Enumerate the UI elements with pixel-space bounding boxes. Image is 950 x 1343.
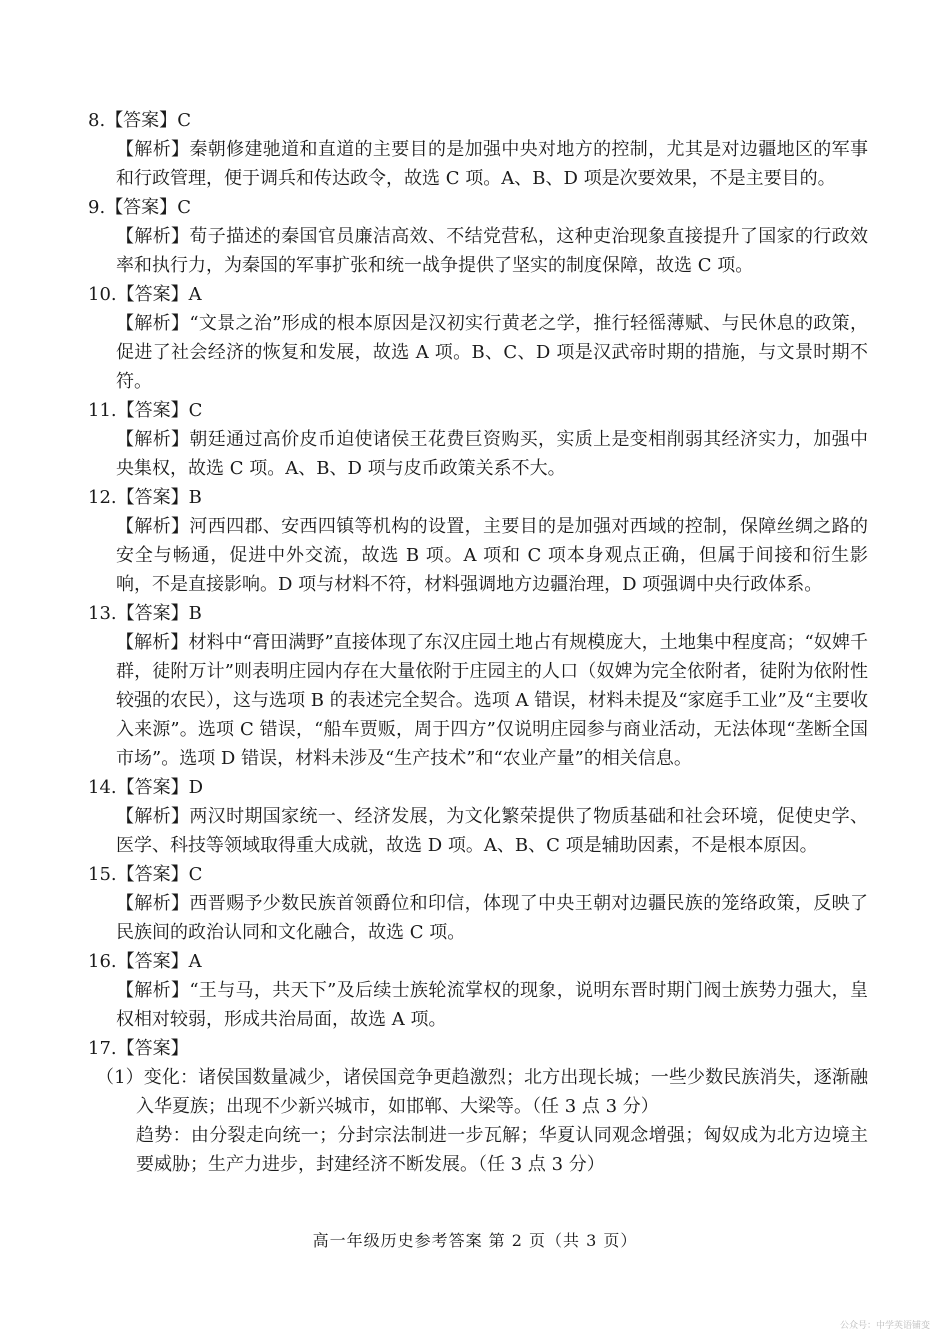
explanation xyxy=(116,976,868,1034)
answer-value: B xyxy=(188,603,202,624)
answer-value: B xyxy=(188,487,202,508)
question-13 xyxy=(88,599,868,773)
explanation xyxy=(116,135,868,193)
question-17 xyxy=(88,1034,868,1179)
explanation-text: 材料中“膏田满野”直接体现了东汉庄园土地占有规模庞大，土地集中程度高；“奴婢千群，徒附万计”则表明庄园内存在大量依附于庄园主的人口（奴婢为完全依附者，徒附为依附性较强的农民），这与选项 B 的表述完全契合。选项 A 错误，材料未提及“家庭手工业”及“主要收入来源”。选项 C 错误，“船车贾贩，周于四方”仅说明庄园参与商业活动，无法体现“垄断全国市场”。选项 D 错误，材料未涉及“生产技术”和“农业产量”的相关信息。 xyxy=(116,632,869,769)
explanation-label: 【解析】 xyxy=(116,980,190,1001)
question-9 xyxy=(88,193,868,280)
answer-label: 【答案】 xyxy=(116,284,189,305)
trend-paragraph xyxy=(96,1121,868,1179)
answer-line xyxy=(88,947,868,976)
answer-line xyxy=(88,483,868,512)
explanation xyxy=(116,802,868,860)
explanation-label: 【解析】 xyxy=(116,313,190,334)
explanation-label: 【解析】 xyxy=(116,139,190,160)
question-number: 17. xyxy=(88,1038,117,1059)
question-14 xyxy=(88,773,868,860)
explanation-label: 【解析】 xyxy=(116,516,190,537)
explanation xyxy=(116,222,868,280)
answer-value: C xyxy=(177,197,191,218)
answer-label: 【答案】 xyxy=(116,603,189,624)
question-number: 15. xyxy=(88,864,117,885)
explanation-text: 河西四郡、安西四镇等机构的设置，主要目的是加强对西域的控制，保障丝绸之路的安全与畅通，促进中外交流，故选 B 项。A 项和 C 项本身观点正确，但属于间接和衍生影响，不是直接影响。D 项与材料不符，材料强调地方边疆治理，D 项强调中央行政体系。 xyxy=(116,516,869,595)
question-10 xyxy=(88,280,868,396)
answer-label: 【答案】 xyxy=(105,110,178,131)
explanation xyxy=(116,889,868,947)
answer-label: 【答案】 xyxy=(105,197,178,218)
answer-line xyxy=(88,193,868,222)
watermark: 公众号：中学英语铺变 xyxy=(839,1321,930,1331)
change-text: 变化：诸侯国数量减少，诸侯国竞争更趋激烈；北方出现长城；一些少数民族消失，逐渐融入华夏族；出现不少新兴城市，如邯郸、大梁等。（任 3 点 3 分） xyxy=(136,1067,868,1117)
explanation-text: 秦朝修建驰道和直道的主要目的是加强中央对地方的控制，尤其是对边疆地区的军事和行政管理，便于调兵和传达政令，故选 C 项。A、B、D 项是次要效果，不是主要目的。 xyxy=(116,139,869,189)
answer-value: C xyxy=(188,864,203,885)
question-number: 10. xyxy=(88,284,117,305)
change-paragraph xyxy=(96,1063,868,1121)
answer-line xyxy=(88,1034,868,1063)
question-12 xyxy=(88,483,868,599)
sub-answer-1 xyxy=(96,1063,868,1179)
answer-label: 【答案】 xyxy=(116,1038,189,1059)
question-number: 12. xyxy=(88,487,117,508)
explanation-text: 两汉时期国家统一、经济发展，为文化繁荣提供了物质基础和社会环境，促使史学、医学、科技等领域取得重大成就，故选 D 项。A、B、C 项是辅助因素，不是根本原因。 xyxy=(116,806,869,856)
question-number: 8. xyxy=(88,110,106,131)
answer-line xyxy=(88,860,868,889)
answer-line xyxy=(88,106,868,135)
explanation-text: 荀子描述的秦国官员廉洁高效、不结党营私，这种吏治现象直接提升了国家的行政效率和执行力，为秦国的军事扩张和统一战争提供了坚实的制度保障，故选 C 项。 xyxy=(116,226,869,276)
answer-label: 【答案】 xyxy=(116,864,189,885)
answer-value: A xyxy=(188,951,202,972)
trend-text: 趋势：由分裂走向统一；分封宗法制进一步瓦解；华夏认同观念增强；匈奴成为北方边境主要威胁；生产力进步，封建经济不断发展。（任 3 点 3 分） xyxy=(136,1125,868,1175)
answer-value: A xyxy=(188,284,202,305)
page-footer: 高一年级历史参考答案 第 2 页（共 3 页） xyxy=(312,1231,638,1250)
answer-value: C xyxy=(188,400,203,421)
explanation-text: 西晋赐予少数民族首领爵位和印信，体现了中央王朝对边疆民族的笼络政策，反映了民族间的政治认同和文化融合，故选 C 项。 xyxy=(116,893,869,943)
answer-label: 【答案】 xyxy=(116,777,189,798)
explanation-label: 【解析】 xyxy=(116,893,190,914)
answer-label: 【答案】 xyxy=(116,487,189,508)
explanation-label: 【解析】 xyxy=(116,226,190,247)
explanation xyxy=(116,425,868,483)
question-8 xyxy=(88,106,868,193)
question-16 xyxy=(88,947,868,1034)
answer-line xyxy=(88,396,868,425)
answer-label: 【答案】 xyxy=(116,400,189,421)
question-11 xyxy=(88,396,868,483)
answer-line xyxy=(88,599,868,628)
answer-label: 【答案】 xyxy=(116,951,189,972)
explanation xyxy=(116,628,868,773)
question-15 xyxy=(88,860,868,947)
question-number: 11. xyxy=(88,400,117,421)
answer-content xyxy=(88,106,868,1179)
answer-line xyxy=(88,280,868,309)
explanation-text: 朝廷通过高价皮币迫使诸侯王花费巨资购买，实质上是变相削弱其经济实力，加强中央集权，故选 C 项。A、B、D 项与皮币政策关系不大。 xyxy=(116,429,869,479)
answer-value: C xyxy=(177,110,191,131)
explanation-text: “王与马，共天下”及后续士族轮流掌权的现象，说明东晋时期门阀士族势力强大，皇权相对较弱，形成共治局面，故选 A 项。 xyxy=(116,980,868,1030)
sub-number: （1） xyxy=(96,1067,144,1088)
question-number: 13. xyxy=(88,603,117,624)
answer-value: D xyxy=(188,777,204,798)
explanation-text: “文景之治”形成的根本原因是汉初实行黄老之学，推行轻徭薄赋、与民休息的政策，促进了社会经济的恢复和发展，故选 A 项。B、C、D 项是汉武帝时期的措施，与文景时期不符。 xyxy=(116,313,868,392)
explanation-label: 【解析】 xyxy=(116,632,189,653)
question-number: 14. xyxy=(88,777,117,798)
explanation-label: 【解析】 xyxy=(116,429,190,450)
explanation-label: 【解析】 xyxy=(116,806,190,827)
explanation xyxy=(116,512,868,599)
question-number: 9. xyxy=(88,197,106,218)
answer-line xyxy=(88,773,868,802)
explanation xyxy=(116,309,868,396)
question-number: 16. xyxy=(88,951,117,972)
